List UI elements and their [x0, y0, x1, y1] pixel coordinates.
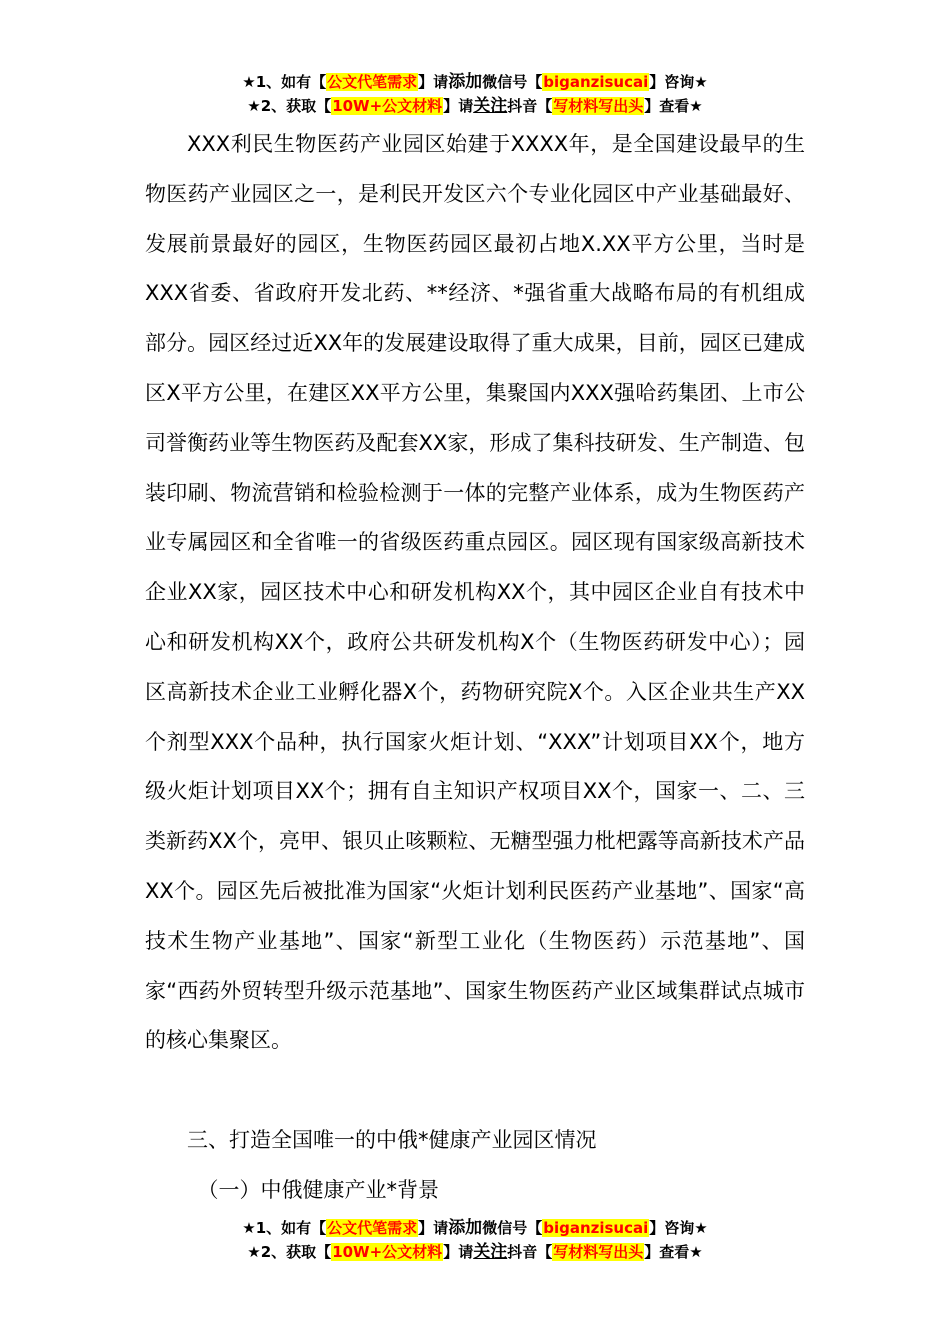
- promo-line-2: [0, 94, 950, 118]
- promo-text: 抖音【: [507, 97, 553, 115]
- promo-text: ★2、获取【: [247, 1243, 332, 1261]
- promo-line-1: [0, 70, 950, 94]
- body-paragraph: XXX利民生物医药产业园区始建于XXXX年，是全国建设最早的生物医药产业园区之一，是利民开发区六个专业化园区中产业基础最好、发展前景最好的园区，生物医药园区最初占地X.XX平方公里，当时是XXX省委、省政府开发北药、**经济、*强省重大战略布局的有机组成部分。园区经过近XX年的发展建设取得了重大成果，目前，园区已建成区X平方公里，在建区XX平方公里，集聚国内XXX强哈药集团、上市公司誉衡药业等生物医药及配套XX家，形成了集科技研发、生产制造、包装印刷、物流营销和检验检测于一体的完整产业体系，成为生物医药产业专属园区和全省唯一的省级医药重点园区。园区现有国家级高新技术企业XX家，园区技术中心和研发机构XX个，其中园区企业自有技术中心和研发机构XX个，政府公共研发机构X个（生物医药研发中心）；园区高新技术企业工业孵化器X个，药物研究院X个。入区企业共生产XX个剂型XXX个品种，执行国家火炬计划、“XXX”计划项目XX个，地方级火炬计划项目XX个；拥有自主知识产权项目XX个，国家一、二、三类新药XX个，亮甲、银贝止咳颗粒、无糖型强力枇杷露等高新技术产品XX个。园区先后被批准为国家“火炬计划利民医药产业基地”、国家“高技术生物产业基地”、国家“新型工业化（生物医药）示范基地”、国家“西药外贸转型升级示范基地”、国家生物医药产业区域集群试点城市的核心集聚区。: [145, 132, 805, 1053]
- promo-text: 】请: [443, 1243, 474, 1261]
- promo-highlight: 10W+公文材料: [332, 1243, 443, 1261]
- promo-text: 】查看★: [644, 97, 703, 115]
- promo-highlight: 公文代笔需求: [327, 1219, 418, 1237]
- promo-text: 】请: [418, 1219, 449, 1237]
- promo-text: ★1、如有【: [242, 73, 327, 91]
- promo-emphasis: 关注: [473, 1242, 508, 1262]
- promo-text: 抖音【: [507, 1243, 553, 1261]
- promo-line-2: [0, 1240, 950, 1264]
- bottom-promo-banner: [0, 1216, 950, 1264]
- promo-emphasis: 添加: [448, 72, 483, 92]
- promo-text: ★1、如有【: [242, 1219, 327, 1237]
- promo-highlight: biganzisucai: [543, 73, 649, 91]
- promo-highlight: 10W+公文材料: [332, 97, 443, 115]
- promo-highlight: 写材料写出头: [553, 97, 644, 115]
- promo-text: ★2、获取【: [247, 97, 332, 115]
- promo-emphasis: 关注: [473, 96, 508, 116]
- promo-highlight: biganzisucai: [543, 1219, 649, 1237]
- section-heading: 三、打造全国唯一的中俄*健康产业园区情况: [187, 1128, 597, 1152]
- promo-line-1: [0, 1216, 950, 1240]
- promo-text: 微信号【: [482, 73, 543, 91]
- promo-text: 】咨询★: [649, 1219, 708, 1237]
- promo-highlight: 写材料写出头: [553, 1243, 644, 1261]
- promo-text: 】请: [418, 73, 449, 91]
- promo-emphasis: 添加: [448, 1218, 483, 1238]
- promo-text: 】请: [443, 97, 474, 115]
- promo-text: 】查看★: [644, 1243, 703, 1261]
- promo-text: 】咨询★: [649, 73, 708, 91]
- promo-text: 微信号【: [482, 1219, 543, 1237]
- promo-highlight: 公文代笔需求: [327, 73, 418, 91]
- subsection-heading: （一）中俄健康产业*背景: [197, 1178, 439, 1202]
- top-promo-banner: [0, 70, 950, 118]
